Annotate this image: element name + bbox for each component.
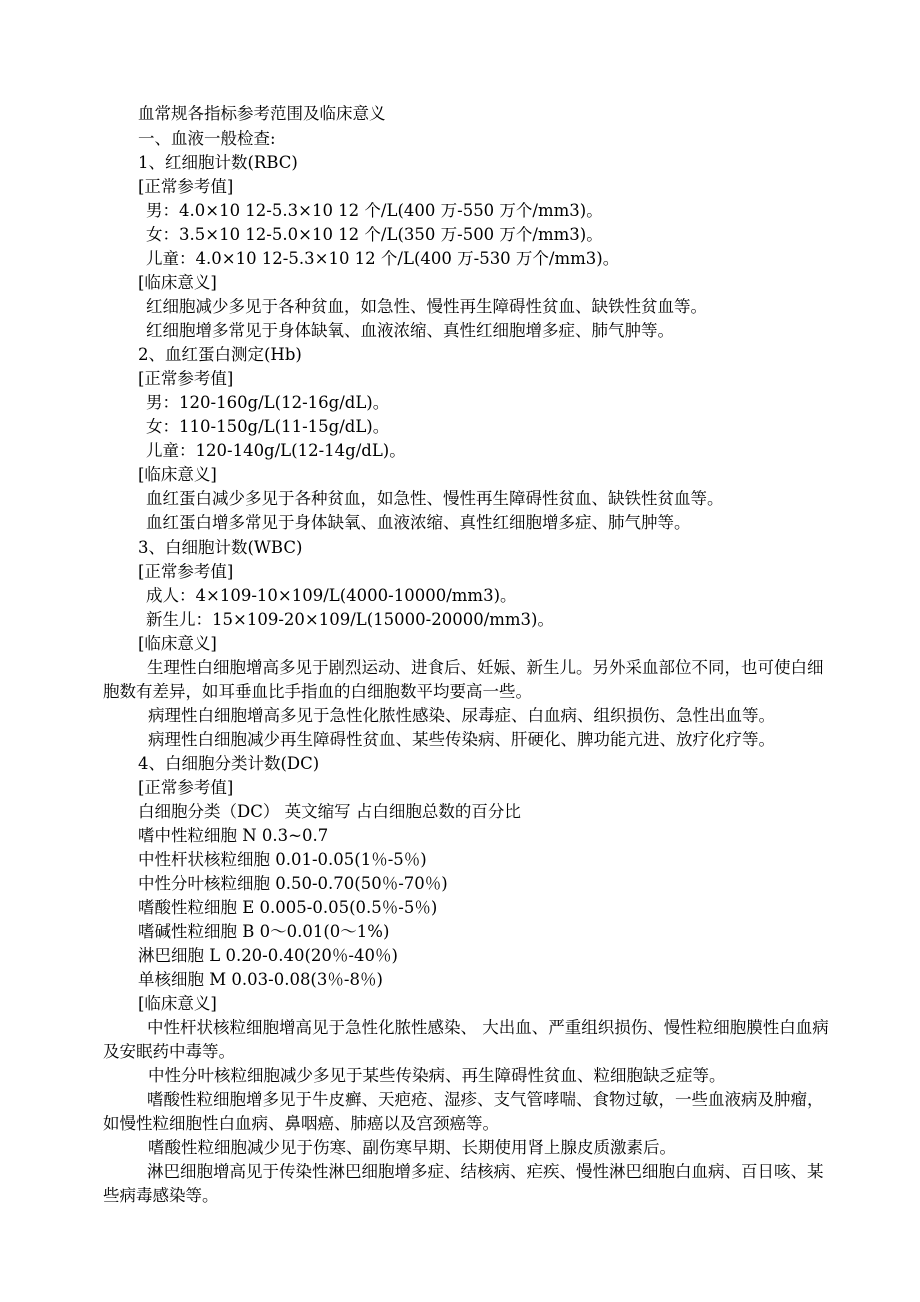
dc-row: 中性分叶核粒细胞 0.50-0.70(50％-70％) — [138, 874, 448, 893]
dc-row: 中性杆状核粒细胞 0.01-0.05(1％-5％) — [138, 850, 427, 869]
rbc-male: 男：4.0×10 12-5.3×10 12 个/L(400 万-550 万个/mm3)。 — [146, 201, 603, 220]
wbc-pathological-increase: 病理性白细胞增高多见于急性化脓性感染、尿毒症、白血病、组织损伤、急性出血等。 — [148, 706, 775, 725]
wbc-heading: 3、白细胞计数(WBC) — [138, 538, 303, 557]
wbc-newborn: 新生儿：15×109-20×109/L(15000-20000/mm3)。 — [146, 610, 554, 629]
dc-paragraph: 淋巴细胞增高见于传染性淋巴细胞增多症、结核病、疟疾、慢性淋巴细胞白血病、百日咳、某些病毒感染等。 — [103, 1162, 824, 1205]
hb-clinic-label: [临床意义] — [138, 465, 217, 484]
dc-row: 嗜酸性粒细胞 E 0.005-0.05(0.5％-5％) — [138, 898, 438, 917]
dc-row: 嗜中性粒细胞 N 0.3~0.7 — [138, 826, 329, 845]
dc-ref-label: [正常参考值] — [138, 778, 234, 797]
dc-row: 淋巴细胞 L 0.20-0.40(20％-40％) — [138, 946, 398, 965]
wbc-physiological: 生理性白细胞增高多见于剧烈运动、进食后、妊娠、新生儿。另外采血部位不同，也可使白细胞数有差异，如耳垂血比手指血的白细胞数平均要高一些。 — [103, 658, 824, 701]
dc-table-header: 白细胞分类（DC） 英文缩写 占白细胞总数的百分比 — [138, 802, 521, 821]
rbc-increase: 红细胞增多常见于身体缺氧、血液浓缩、真性红细胞增多症、肺气肿等。 — [146, 321, 674, 340]
dc-heading: 4、白细胞分类计数(DC) — [138, 754, 320, 773]
hb-male: 男：120-160g/L(12-16g/dL)。 — [146, 393, 390, 412]
section-heading: 一、血液一般检查: — [138, 129, 276, 148]
wbc-ref-label: [正常参考值] — [138, 562, 234, 581]
dc-row: 单核细胞 M 0.03-0.08(3％-8％) — [138, 970, 383, 989]
dc-paragraph: 嗜酸性粒细胞减少见于伤寒、副伤寒早期、长期使用肾上腺皮质激素后。 — [148, 1138, 676, 1157]
hb-decrease: 血红蛋白减少多见于各种贫血，如急性、慢性再生障碍性贫血、缺铁性贫血等。 — [146, 489, 724, 508]
hb-female: 女：110-150g/L(11-15g/dL)。 — [146, 417, 390, 436]
dc-paragraph: 嗜酸性粒细胞增多见于牛皮癣、天疤疮、湿疹、支气管哮喘、食物过敏，一些血液病及肿瘤，如慢性粒细胞性白血病、鼻咽癌、肺癌以及宫颈癌等。 — [103, 1090, 824, 1133]
hb-ref-label: [正常参考值] — [138, 369, 234, 388]
rbc-decrease: 红细胞减少多见于各种贫血，如急性、慢性再生障碍性贫血、缺铁性贫血等。 — [146, 297, 707, 316]
document-title: 血常规各指标参考范围及临床意义 — [138, 104, 386, 123]
rbc-child: 儿童：4.0×10 12-5.3×10 12 个/L(400 万-530 万个/mm3)。 — [146, 249, 620, 268]
dc-row: 嗜碱性粒细胞 B 0～0.01(0～1%) — [138, 922, 390, 941]
dc-paragraph: 中性分叶核粒细胞减少多见于某些传染病、再生障碍性贫血、粒细胞缺乏症等。 — [148, 1066, 726, 1085]
rbc-ref-label: [正常参考值] — [138, 177, 234, 196]
rbc-clinic-label: [临床意义] — [138, 273, 217, 292]
wbc-adult: 成人：4×109-10×109/L(4000-10000/mm3)。 — [146, 586, 517, 605]
rbc-female: 女：3.5×10 12-5.0×10 12 个/L(350 万-500 万个/mm3)。 — [146, 225, 603, 244]
dc-clinic-label: [临床意义] — [138, 994, 217, 1013]
rbc-heading: 1、红细胞计数(RBC) — [138, 153, 298, 172]
hb-increase: 血红蛋白增多常见于身体缺氧、血液浓缩、真性红细胞增多症、肺气肿等。 — [146, 513, 691, 532]
dc-paragraph: 中性杆状核粒细胞增高见于急性化脓性感染、 大出血、严重组织损伤、慢性粒细胞膜性白血病及安眠药中毒等。 — [103, 1018, 829, 1061]
wbc-pathological-decrease: 病理性白细胞减少再生障碍性贫血、某些传染病、肝硬化、脾功能亢进、放疗化疗等。 — [148, 730, 775, 749]
wbc-clinic-label: [临床意义] — [138, 634, 217, 653]
hb-child: 儿童：120-140g/L(12-14g/dL)。 — [146, 441, 406, 460]
hb-heading: 2、血红蛋白测定(Hb) — [138, 345, 302, 364]
